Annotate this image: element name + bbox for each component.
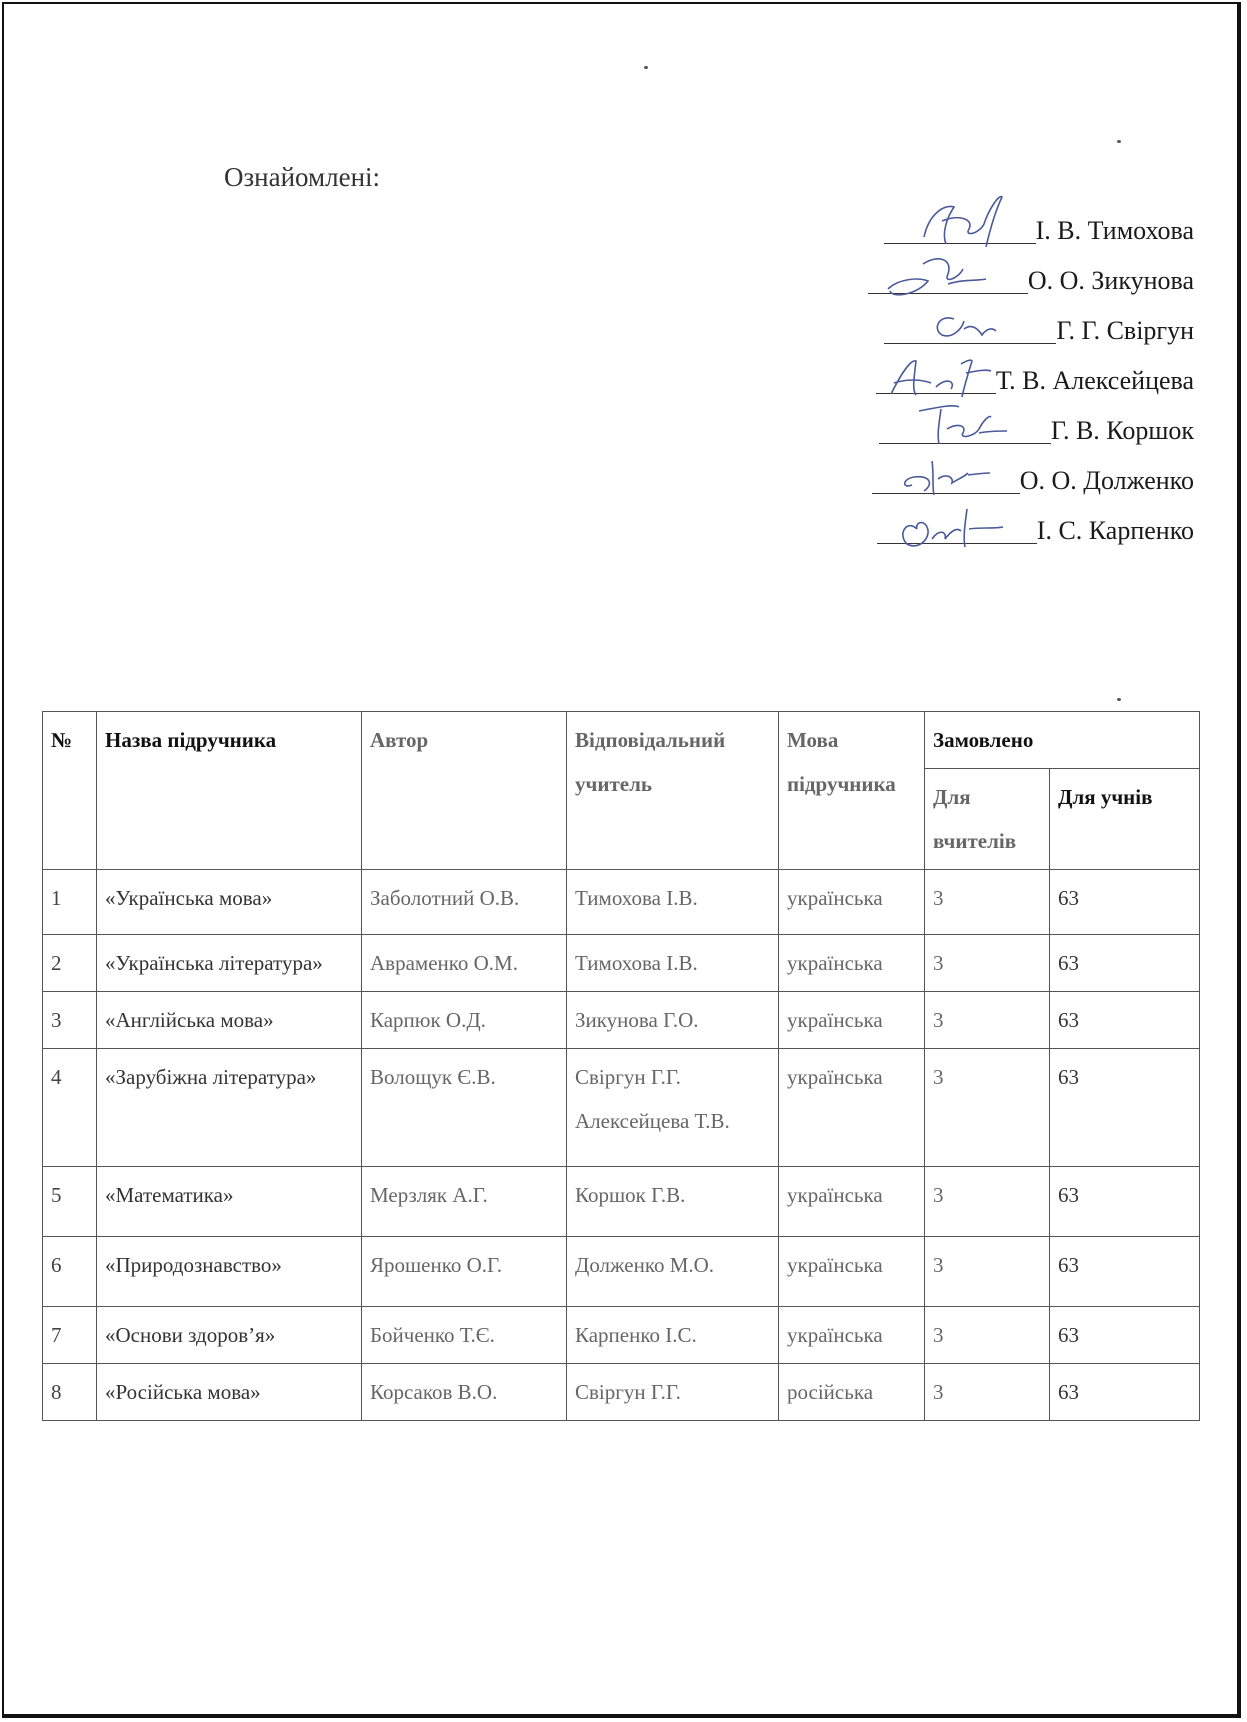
- cell-author: Мерзляк А.Г.: [362, 1167, 567, 1237]
- header-no: №: [43, 712, 97, 870]
- cell-no: 5: [43, 1167, 97, 1237]
- header-author: Автор: [362, 712, 567, 870]
- header-language: Мова підручника: [779, 712, 925, 870]
- cell-title: «Українська література»: [97, 935, 362, 992]
- cell-for-students: 63: [1050, 935, 1200, 992]
- cell-no: 8: [43, 1364, 97, 1421]
- cell-author: Корсаков В.О.: [362, 1364, 567, 1421]
- cell-for-teachers: 3: [925, 1167, 1050, 1237]
- cell-author: Ярошенко О.Г.: [362, 1237, 567, 1307]
- handwritten-signature: [877, 489, 1027, 549]
- signature-row: [794, 444, 1194, 494]
- table-row: [43, 992, 1200, 1049]
- cell-for-teachers: 3: [925, 1237, 1050, 1307]
- cell-teacher: Зикунова Г.О.: [567, 992, 779, 1049]
- cell-teacher: Коршок Г.В.: [567, 1167, 779, 1237]
- scan-speck: [1117, 140, 1121, 143]
- signature-block: [794, 194, 1194, 544]
- table-row: [43, 1364, 1200, 1421]
- cell-for-teachers: 3: [925, 1049, 1050, 1167]
- cell-no: 3: [43, 992, 97, 1049]
- cell-for-students: 63: [1050, 1237, 1200, 1307]
- table-row: [43, 935, 1200, 992]
- cell-teacher: Тимохова І.В.: [567, 935, 779, 992]
- cell-teacher: Свіргун Г.Г.: [567, 1364, 779, 1421]
- cell-for-students: 63: [1050, 1364, 1200, 1421]
- cell-for-students: 63: [1050, 1307, 1200, 1364]
- signatory-name: І. С. Карпенко: [1036, 516, 1194, 545]
- cell-title: «Українська мова»: [97, 870, 362, 935]
- header-ordered: Замовлено: [925, 712, 1200, 769]
- table-row: [43, 1237, 1200, 1307]
- header-title: Назва підручника: [97, 712, 362, 870]
- cell-language: українська: [779, 870, 925, 935]
- cell-language: українська: [779, 1237, 925, 1307]
- cell-for-students: 63: [1050, 992, 1200, 1049]
- textbook-order-table: [42, 711, 1200, 1421]
- cell-author: Заболотний О.В.: [362, 870, 567, 935]
- cell-language: українська: [779, 992, 925, 1049]
- cell-title: «Математика»: [97, 1167, 362, 1237]
- signatory-name: О. О. Зикунова: [1027, 266, 1194, 295]
- cell-language: українська: [779, 1049, 925, 1167]
- signature-row: [794, 394, 1194, 444]
- header-for-students: Для учнів: [1050, 769, 1200, 870]
- signatory-name: Т. В. Алексейцева: [995, 366, 1194, 395]
- signature-row: [794, 294, 1194, 344]
- table-row: [43, 1049, 1200, 1167]
- signature-row: [794, 344, 1194, 394]
- signatory-name: О. О. Долженко: [1019, 466, 1194, 495]
- signature-row: [794, 194, 1194, 244]
- signature-row: [794, 244, 1194, 294]
- cell-for-teachers: 3: [925, 1364, 1050, 1421]
- signature-line: [877, 517, 1037, 544]
- cell-for-teachers: 3: [925, 992, 1050, 1049]
- cell-title: «Зарубіжна література»: [97, 1049, 362, 1167]
- cell-author: Бойченко Т.Є.: [362, 1307, 567, 1364]
- cell-teacher: Тимохова І.В.: [567, 870, 779, 935]
- cell-for-teachers: 3: [925, 935, 1050, 992]
- cell-teacher: Долженко М.О.: [567, 1237, 779, 1307]
- cell-language: російська: [779, 1364, 925, 1421]
- cell-title: «Природознавство»: [97, 1237, 362, 1307]
- table-row: [43, 870, 1200, 935]
- cell-no: 7: [43, 1307, 97, 1364]
- cell-author: Авраменко О.М.: [362, 935, 567, 992]
- acknowledged-heading: Ознайомлені:: [224, 162, 381, 192]
- scan-speck: [1117, 698, 1121, 701]
- cell-author: Волощук Є.В.: [362, 1049, 567, 1167]
- cell-language: українська: [779, 935, 925, 992]
- cell-no: 1: [43, 870, 97, 935]
- cell-no: 6: [43, 1237, 97, 1307]
- cell-for-students: 63: [1050, 1167, 1200, 1237]
- cell-title: «Основи здоров’я»: [97, 1307, 362, 1364]
- cell-teacher: Свіргун Г.Г. Алексейцева Т.В.: [567, 1049, 779, 1167]
- scan-speck: [644, 66, 648, 69]
- cell-for-teachers: 3: [925, 870, 1050, 935]
- cell-no: 4: [43, 1049, 97, 1167]
- cell-language: українська: [779, 1167, 925, 1237]
- table-header-row: [43, 712, 1200, 769]
- table-row: [43, 1307, 1200, 1364]
- cell-author: Карпюк О.Д.: [362, 992, 567, 1049]
- document-page: [2, 2, 1241, 1718]
- cell-title: «Англійська мова»: [97, 992, 362, 1049]
- cell-for-students: 63: [1050, 870, 1200, 935]
- cell-for-students: 63: [1050, 1049, 1200, 1167]
- cell-no: 2: [43, 935, 97, 992]
- signature-row: [794, 494, 1194, 544]
- header-for-teachers: Для вчителів: [925, 769, 1050, 870]
- signatory-name: І. В. Тимохова: [1035, 216, 1194, 245]
- cell-language: українська: [779, 1307, 925, 1364]
- signatory-name: Г. В. Коршок: [1050, 416, 1194, 445]
- table-row: [43, 1167, 1200, 1237]
- header-teacher: Відповідальний учитель: [567, 712, 779, 870]
- cell-for-teachers: 3: [925, 1307, 1050, 1364]
- cell-teacher: Карпенко І.С.: [567, 1307, 779, 1364]
- signatory-name: Г. Г. Свіргун: [1056, 316, 1194, 345]
- cell-title: «Російська мова»: [97, 1364, 362, 1421]
